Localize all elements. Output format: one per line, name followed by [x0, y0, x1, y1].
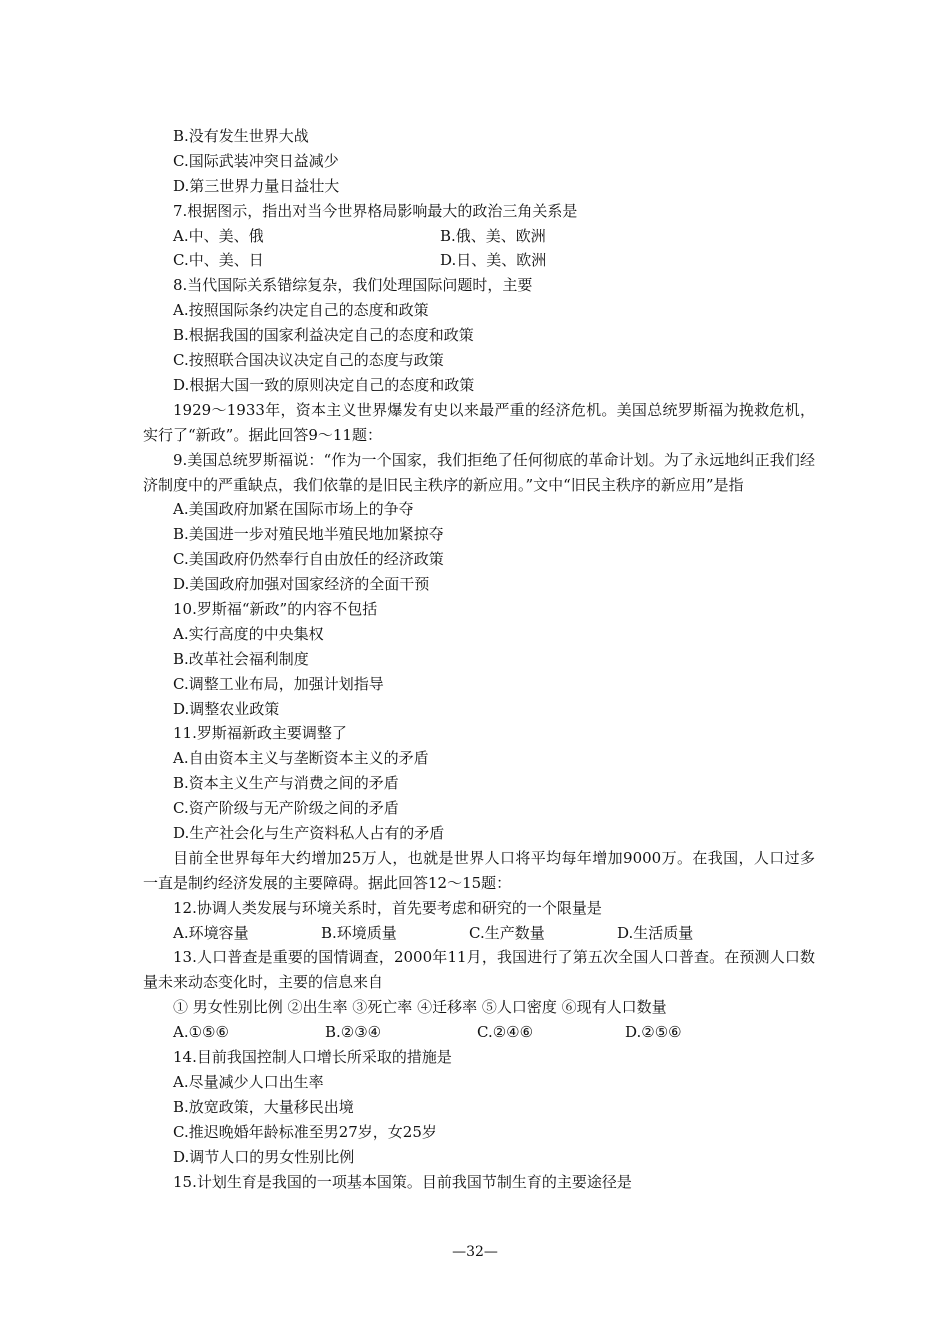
intro-9-11: 1929～1933年，资本主义世界爆发有史以来最严重的经济危机。美国总统罗斯福为挽救危机，实行了“新政”。据此回答9～11题： — [143, 400, 815, 444]
document-page — [143, 124, 815, 1194]
option-11d: D.生产社会化与生产资料私人占有的矛盾 — [173, 824, 445, 842]
options-13-row — [143, 1020, 815, 1045]
option-13c: C.②④⑥ — [477, 1023, 534, 1042]
intro-12-15: 目前全世界每年大约增加25万人，也就是世界人口将平均每年增加9000万。在我国，人口过多一直是制约经济发展的主要障碍。据此回答12～15题： — [143, 848, 815, 892]
option-6d: D.第三世界力量日益壮大 — [173, 176, 340, 195]
option-10b: B.改革社会福利制度 — [173, 649, 309, 668]
option-14a: A.尽量减少人口出生率 — [173, 1072, 324, 1091]
option-13a: A.①⑤⑥ — [173, 1023, 229, 1042]
question-14: 14.目前我国控制人口增长所采取的措施是 — [173, 1048, 452, 1067]
option-9b: B.美国进一步对殖民地半殖民地加紧掠夺 — [173, 525, 444, 544]
question-11: 11.罗斯福新政主要调整了 — [173, 724, 347, 743]
option-6b: B.没有发生世界大战 — [173, 127, 309, 145]
option-8d: D.根据大国一致的原则决定自己的态度和政策 — [173, 375, 475, 394]
option-7d: D.日、美、欧洲 — [440, 251, 547, 270]
option-6c: C.国际武装冲突日益减少 — [173, 151, 339, 170]
options-7-row1 — [143, 224, 815, 249]
option-10d: D.调整农业政策 — [173, 699, 280, 718]
option-8a: A.按照国际条约决定自己的态度和政策 — [173, 301, 429, 320]
option-8b: B.根据我国的国家利益决定自己的态度和政策 — [173, 326, 474, 345]
option-9d: D.美国政府加强对国家经济的全面干预 — [173, 575, 430, 594]
option-12b: B.环境质量 — [321, 923, 397, 942]
question-8: 8.当代国际关系错综复杂，我们处理国际问题时，主要 — [173, 276, 533, 295]
question-12: 12.协调人类发展与环境关系时，首先要考虑和研究的一个限量是 — [173, 898, 602, 917]
option-9a: A.美国政府加紧在国际市场上的争夺 — [173, 500, 414, 519]
option-7c: C.中、美、日 — [173, 251, 264, 270]
option-14d: D.调节人口的男女性别比例 — [173, 1147, 355, 1166]
option-7a: A.中、美、俄 — [173, 226, 264, 245]
option-12d: D.生活质量 — [617, 923, 694, 942]
question-10: 10.罗斯福“新政”的内容不包括 — [173, 599, 378, 618]
option-14b: B.放宽政策，大量移民出境 — [173, 1097, 354, 1116]
question-15: 15.计划生育是我国的一项基本国策。目前我国节制生育的主要途径是 — [173, 1172, 632, 1191]
question-13: 13.人口普查是重要的国情调查，2000年11月，我国进行了第五次全国人口普查。在预测人口数量未来动态变化时，主要的信息来自 — [143, 948, 815, 992]
option-10a: A.实行高度的中央集权 — [173, 624, 324, 643]
option-11b: B.资本主义生产与消费之间的矛盾 — [173, 774, 399, 793]
option-13b: B.②③④ — [325, 1023, 382, 1042]
option-14c: C.推迟晚婚年龄标准至男27岁，女25岁 — [173, 1122, 437, 1141]
option-12a: A.环境容量 — [173, 923, 249, 942]
option-13d: D.②⑤⑥ — [625, 1023, 682, 1042]
option-7b: B.俄、美、欧洲 — [440, 226, 546, 245]
question-9: 9.美国总统罗斯福说：“作为一个国家，我们拒绝了任何彻底的革命计划。为了永远地纠正我们经济制度中的严重缺点，我们依靠的是旧民主秩序的新应用。”文中“旧民主秩序的新应用”是指 — [143, 450, 815, 494]
option-8c: C.按照联合国决议决定自己的态度与政策 — [173, 351, 444, 370]
question-7: 7.根据图示，指出对当今世界格局影响最大的政治三角关系是 — [173, 201, 578, 220]
option-12c: C.生产数量 — [469, 923, 545, 942]
option-11a: A.自由资本主义与垄断资本主义的矛盾 — [173, 749, 429, 768]
option-11c: C.资产阶级与无产阶级之间的矛盾 — [173, 799, 399, 818]
options-7-row2 — [143, 248, 815, 273]
option-9c: C.美国政府仍然奉行自由放任的经济政策 — [173, 550, 444, 569]
question-13-items: ① 男女性别比例 ②出生率 ③死亡率 ④迁移率 ⑤人口密度 ⑥现有人口数量 — [173, 998, 667, 1017]
options-12-row — [143, 921, 815, 946]
page-number: —32— — [452, 1244, 498, 1260]
option-10c: C.调整工业布局，加强计划指导 — [173, 674, 384, 693]
